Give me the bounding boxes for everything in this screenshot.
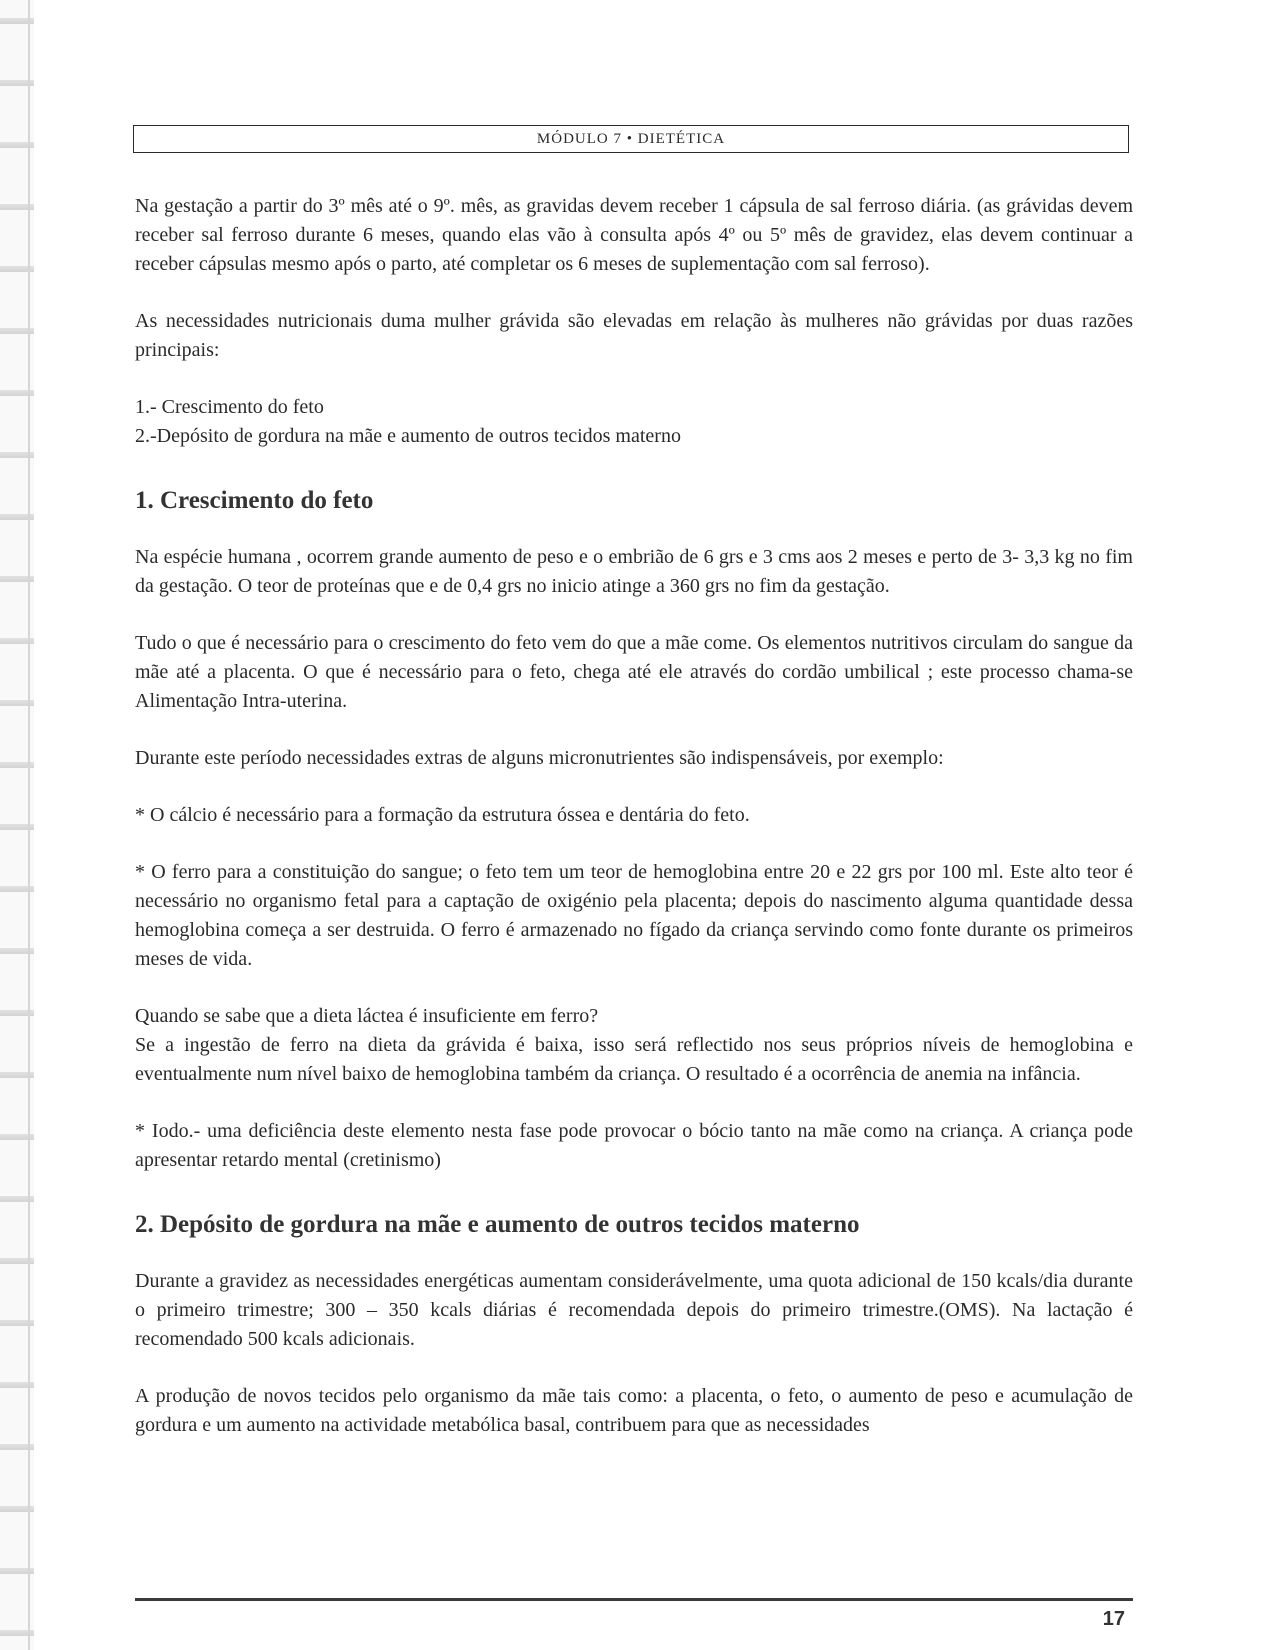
section-1-paragraph: Tudo o que é necessário para o crescimento do feto vem do que a mãe come. Os elementos nutritivos circulam do sangue da mãe até a placenta. O que é necessário para o feto, chega até ele através do cordão umbilical ; este processo chama-se Alimentação Intra-uterina. (135, 632, 1133, 712)
footer-rule (135, 1598, 1133, 1601)
section-1-paragraph: Durante este período necessidades extras de alguns micronutrientes são indispensáveis, por exemplo: (135, 747, 944, 769)
reasons-list (135, 393, 1133, 451)
page-number: 17 (1102, 1608, 1125, 1630)
section-2-paragraph: A produção de novos tecidos pelo organismo da mãe tais como: a placenta, o feto, o aumento de peso e acumulação de gordura e um aumento na actividade metabólica basal, contribuem para que as necessidades (135, 1385, 1133, 1436)
section-1-heading: 1. Crescimento do feto (135, 487, 374, 514)
section-2-paragraph: Durante a gravidez as necessidades energéticas aumentam considerávelmente, uma quota adicional de 150 kcals/dia durante o primeiro trimestre; 300 – 350 kcals diárias é recomendada depois do primeiro trimestre.(OMS). Na lactação é recomendado 500 kcals adicionais. (135, 1270, 1133, 1350)
iron-answer: Se a ingestão de ferro na dieta da grávida é baixa, isso será reflectido nos seus próprios níveis de hemoglobina e eventualmente num nível baixo de hemoglobina também da criança. O resultado é a ocorrência de anemia na infância. (135, 1034, 1133, 1085)
calcium-bullet: * O cálcio é necessário para a formação da estrutura óssea e dentária do feto. (135, 804, 750, 826)
section-1-paragraph: Na espécie humana , ocorrem grande aumento de peso e o embrião de 6 grs e 3 cms aos 2 meses e perto de 3- 3,3 kg no fim da gestação. O teor de proteínas que e de 0,4 grs no inicio atinge a 360 grs no fim da gestação. (135, 546, 1133, 597)
intro-paragraph-2: As necessidades nutricionais duma mulher grávida são elevadas em relação às mulheres não grávidas por duas razões principais: (135, 310, 1133, 361)
binding-edge-line (28, 0, 30, 1650)
iodine-bullet: * Iodo.- uma deficiência deste elemento nesta fase pode provocar o bócio tanto na mãe como na criança. A criança pode apresentar retardo mental (cretinismo) (135, 1120, 1133, 1171)
module-header: MÓDULO 7 • DIETÉTICA (133, 125, 1129, 153)
section-2-heading: 2. Depósito de gordura na mãe e aumento de outros tecidos materno (135, 1211, 860, 1238)
list-item: 1.- Crescimento do feto (135, 396, 324, 418)
list-item: 2.-Depósito de gordura na mãe e aumento de outros tecidos materno (135, 425, 681, 447)
iron-question: Quando se sabe que a dieta láctea é insuficiente em ferro? (135, 1005, 599, 1027)
iron-bullet: * O ferro para a constituição do sangue; o feto tem um teor de hemoglobina entre 20 e 22 grs por 100 ml. Este alto teor é necessário no organismo fetal para a captação de oxigénio pela placenta; depois do nascimento alguma quantidade dessa hemoglobina começa a ser destruida. O ferro é armazenado no fígado da criança servindo como fonte durante os primeiros meses de vida. (135, 861, 1133, 970)
page-content (135, 192, 1133, 1440)
intro-paragraph-1: Na gestação a partir do 3º mês até o 9º. mês, as gravidas devem receber 1 cápsula de sal ferroso diária. (as grávidas devem receber sal ferroso durante 6 meses, quando elas vão à consulta após 4º ou 5º mês de gravidez, elas devem continuar a receber cápsulas mesmo após o parto, até completar os 6 meses de suplementação com sal ferroso). (135, 195, 1133, 275)
